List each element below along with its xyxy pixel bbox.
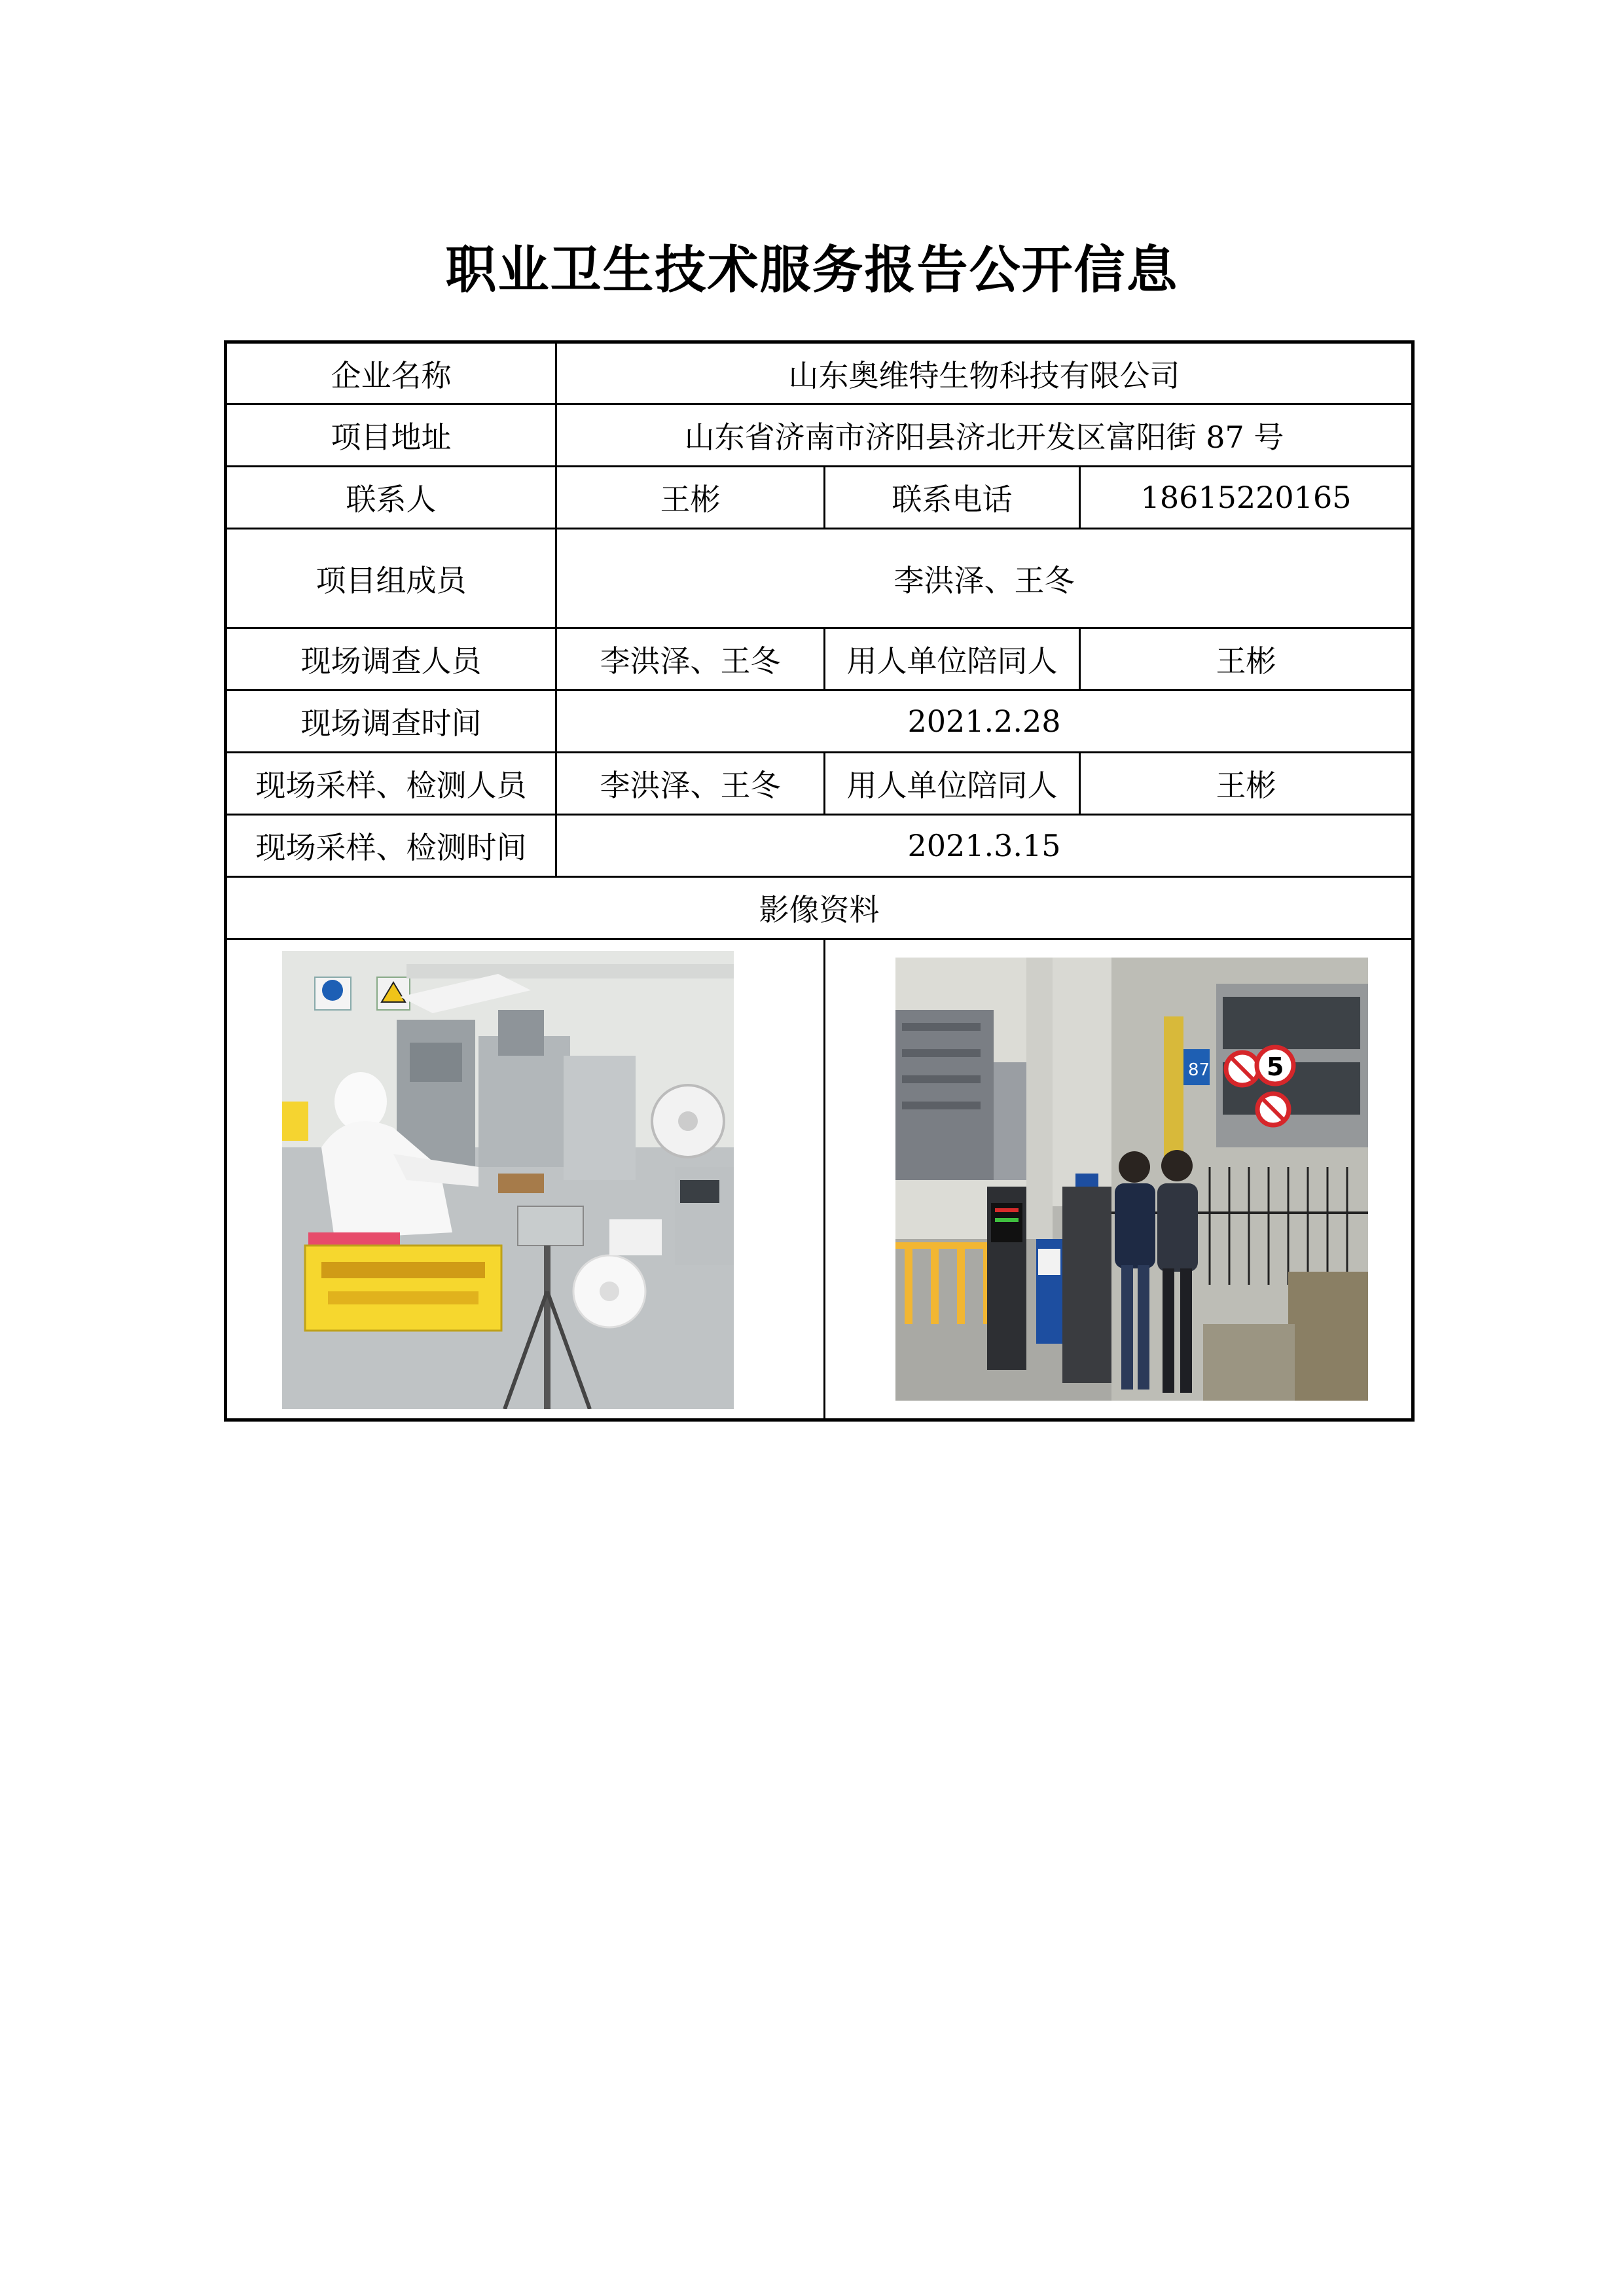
info-table [224, 340, 1415, 1422]
phone-label: 联系电话 [825, 467, 1080, 529]
sampling-time-value: 2021.3.15 [556, 815, 1413, 877]
sampling-staff-label: 现场采样、检测人员 [226, 753, 556, 815]
table-row-sampling-time [226, 815, 1413, 877]
sampling-time-label: 现场采样、检测时间 [226, 815, 556, 877]
members-value: 李洪泽、王冬 [556, 529, 1413, 628]
members-label: 项目组成员 [226, 529, 556, 628]
company-label: 企业名称 [226, 342, 556, 404]
table-row-survey-time [226, 691, 1413, 753]
photo-cell-right [825, 939, 1413, 1420]
contact-label: 联系人 [226, 467, 556, 529]
table-row-images-header [226, 877, 1413, 939]
entrance-photo [895, 958, 1368, 1401]
table-row-survey-staff [226, 628, 1413, 691]
table-row-sampling-staff [226, 753, 1413, 815]
table-row-contact [226, 467, 1413, 529]
workshop-photo [282, 951, 734, 1409]
escort-value: 王彬 [1080, 628, 1413, 691]
address-value: 山东省济南市济阳县济北开发区富阳街 87 号 [556, 404, 1413, 467]
table-row-members [226, 529, 1413, 628]
survey-staff-value: 李洪泽、王冬 [556, 628, 825, 691]
survey-time-label: 现场调查时间 [226, 691, 556, 753]
phone-value: 18615220165 [1080, 467, 1413, 529]
company-value: 山东奥维特生物科技有限公司 [556, 342, 1413, 404]
contact-value: 王彬 [556, 467, 825, 529]
table-row-company [226, 342, 1413, 404]
survey-time-value: 2021.2.28 [556, 691, 1413, 753]
address-label: 项目地址 [226, 404, 556, 467]
table-row-images [226, 939, 1413, 1420]
escort-label: 用人单位陪同人 [825, 753, 1080, 815]
survey-staff-label: 现场调查人员 [226, 628, 556, 691]
house-number-sign: 87 [1188, 1060, 1210, 1080]
photo-cell-left [226, 939, 825, 1420]
images-label: 影像资料 [226, 877, 1413, 939]
speed-limit-sign: 5 [1267, 1052, 1284, 1081]
page-title: 职业卫生技术服务报告公开信息 [445, 241, 1179, 300]
escort-value: 王彬 [1080, 753, 1413, 815]
sampling-staff-value: 李洪泽、王冬 [556, 753, 825, 815]
table-row-address [226, 404, 1413, 467]
escort-label: 用人单位陪同人 [825, 628, 1080, 691]
